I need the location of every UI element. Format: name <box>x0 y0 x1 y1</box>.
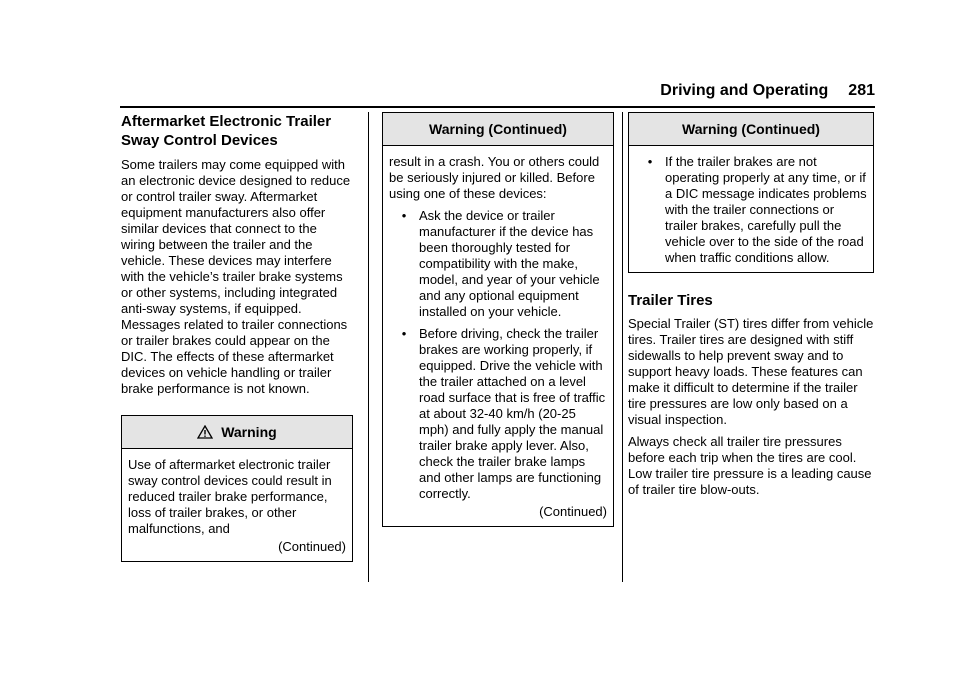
page-number: 281 <box>848 82 875 99</box>
bullet-marker: • <box>401 208 407 223</box>
section-heading: Aftermarket Electronic Trailer Sway Control Devices <box>121 113 332 149</box>
list-item <box>389 326 607 502</box>
warning-header <box>629 113 873 146</box>
body-paragraph: Special Trailer (ST) tires differ from vehicle tires. Trailer tires are designed with stiff sidewalls to help prevent sway and to support heavy loads. These features can make it difficult to determine if the trailer tire pressures are low only based on a visual inspection. <box>628 316 874 427</box>
warning-header <box>122 416 352 449</box>
header-rule <box>120 106 875 108</box>
column-1 <box>121 112 353 562</box>
column-2 <box>382 112 614 527</box>
warning-header <box>383 113 613 146</box>
section-heading: Trailer Tires <box>628 292 713 309</box>
continued-label: (Continued) <box>539 504 607 519</box>
warning-text: Use of aftermarket electronic trailer sway control devices could result in reduced trailer brake performance, loss of trailer brakes, or other malfunctions, and <box>128 457 332 536</box>
warning-triangle-icon <box>197 424 217 440</box>
bullet-marker: • <box>401 326 407 341</box>
section-body <box>628 316 874 498</box>
list-item <box>389 208 607 320</box>
warning-box <box>121 415 353 562</box>
column-divider <box>368 112 369 582</box>
body-paragraph: Some trailers may come equipped with an electronic device designed to reduce or control trailer sway. Aftermarket equipment manufacturers also offer similar devices that connect to the wiring between the trailer and the vehicle. These devices may interfere with the vehicle’s trailer brake systems or other systems, including integrated anti-sway systems, if equipped. Messages related to trailer connections or trailer brakes could appear on the DIC. The effects of these aftermarket devices on vehicle handling or trailer brake performance is not known. <box>121 157 351 396</box>
column-3 <box>628 112 874 498</box>
warning-title: Warning <box>221 424 277 440</box>
list-item <box>635 154 867 266</box>
body-paragraph: Always check all trailer tire pressures before each trip when the tires are cool. Low trailer tire pressure is a leading cause of trailer tire blow-outs. <box>628 434 872 497</box>
warning-title: Warning (Continued) <box>429 121 567 137</box>
warning-box <box>628 112 874 273</box>
warning-intro: result in a crash. You or others could be seriously injured or killed. Before using one of these devices: <box>389 154 600 201</box>
warning-title: Warning (Continued) <box>682 121 820 137</box>
list-item-text: Before driving, check the trailer brakes are working properly, if equipped. Drive the vehicle with the trailer attached on a level road surface that is free of traffic at about 32-40 km/h (20-25 mph) and fully apply the manual trailer brake apply lever. Also, check the trailer brake lamps and other lamps are functioning correctly. <box>419 326 606 501</box>
warning-box <box>382 112 614 527</box>
list-item-text: Ask the device or trailer manufacturer if the device has been thoroughly tested for compatibility with the make, model, and year of your vehicle and any optional equipment installed on your vehicle. <box>419 208 600 319</box>
page-header <box>600 82 875 100</box>
column-divider <box>622 112 623 582</box>
section-title: Driving and Operating <box>660 82 829 99</box>
warning-body <box>629 146 873 272</box>
warning-body <box>383 146 613 526</box>
continued-label: (Continued) <box>278 539 346 554</box>
list-item-text: If the trailer brakes are not operating properly at any time, or if a DIC message indicates problems with the trailer connections or trailer brakes, carefully pull the vehicle over to the side of the road when traffic conditions allow. <box>665 154 867 265</box>
warning-body <box>122 449 352 561</box>
bullet-marker: • <box>647 154 653 169</box>
